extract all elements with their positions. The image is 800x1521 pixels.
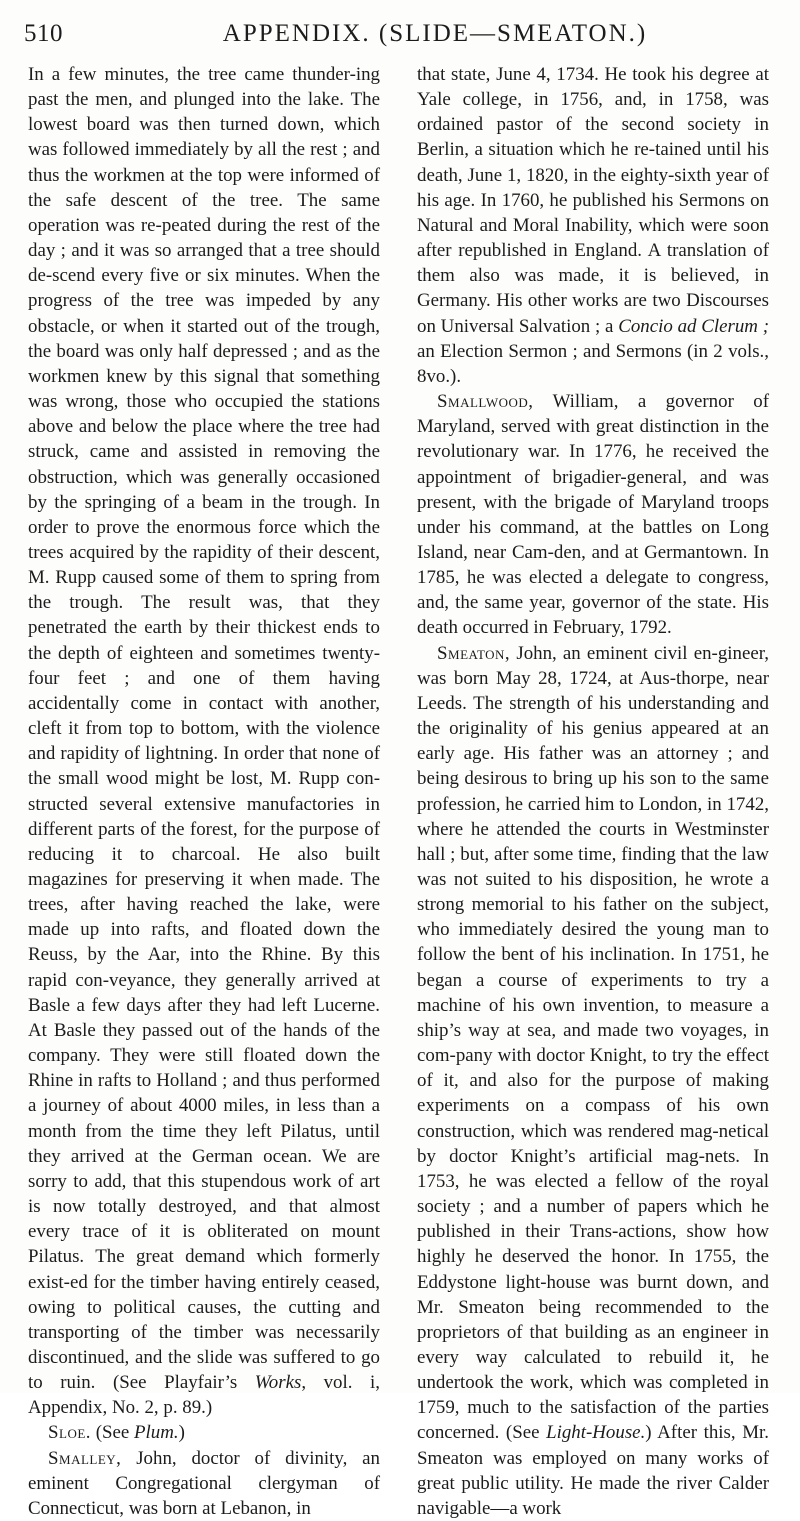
sloe-entry (28, 1420, 380, 1445)
smalley-continued-text: that state, June 4, 1734. He took his degree at Yale college, in 1756, and, in 1758, was ordained pastor of the second society in Berlin, a situation which he re-tained until his death, June 1, 1820, in the eighty-sixth year of his age. In 1760, he published his Sermons on Natural and Moral Inability, which were soon after republished in England. A translation of them also was made, it is believed, in Germany. His other works are two Discourses on Universal Salvation ; a (417, 64, 769, 337)
concio-title: Concio ad Clerum ; (618, 315, 770, 337)
smallwood-entry (417, 389, 769, 641)
running-head: APPENDIX. (SLIDE—SMEATON.) (222, 20, 648, 47)
smalley-works-end: an Election Sermon ; and Sermons (in 2 vols., 8vo.). (417, 340, 769, 387)
smalley-continuation (417, 62, 769, 389)
sloe-see: (See (91, 1422, 135, 1444)
smeaton-headword: Smeaton, (437, 642, 511, 664)
sloe-cross-reference: Plum. (134, 1422, 179, 1444)
page-header (0, 20, 800, 60)
smalley-entry (28, 1446, 380, 1521)
sloe-close: ) (178, 1422, 185, 1444)
smeaton-text-end: ) After this, Mr. Smeaton was employed on many works of great public utility. He made the river Calder navigable—a work (417, 1422, 769, 1519)
sloe-headword: Sloe. (48, 1422, 91, 1444)
smalley-headword: Smalley, (48, 1447, 122, 1469)
slide-text: In a few minutes, the tree came thunder-ing past the men, and plunged into the lake. The lowest board was then turned down, which was followed immediately by all the rest ; and thus the workmen at the top were informed of the safe descent of the tree. The same operation was re-peated during the rest of the day ; and it was so arranged that a tree should de-scend every five or six minutes. When the progress of the tree was impeded by any obstacle, or when it started out of the trough, the board was only half depressed ; and as the workmen knew by this signal that something was wrong, those who occupied the stations above and below the place where the tree had struck, came and assisted in removing the obstruction, which was generally occasioned by the springing of a beam in the trough. In order to prove the enormous force which the trees acquired by the rapidity of their descent, M. Rupp caused some of them to spring from the trough. The result was, that they penetrated the earth by their thickest ends to the depth of eighteen and sometimes twenty-four feet ; and one of them having accidentally come in contact with another, cleft it from top to bottom, with the violence and rapidity of lightning. In order that none of the small wood might be lost, M. Rupp con-structed several extensive manufactories in different parts of the forest, for the purpose of reducing it to charcoal. He also built magazines for preserving it when made. The trees, after having reached the lake, were made up into rafts, and floated down the Reuss, by the Aar, into the Rhine. By this rapid con-veyance, they generally arrived at Basle a few days after they had left Lucerne. At Basle they passed out of the hands of the company. They were still floated down the Rhine in rafts to Holland ; and thus performed a journey of about 4000 miles, in less than a month from the time they left Pilatus, until they arrived at the German ocean. We are sorry to add, that this stupendous work of art is now totally destroyed, and that almost every trace of it is obliterated on mount Pilatus. The great demand which formerly exist-ed for the timber having entirely ceased, owing to political causes, the cutting and transporting of the timber was necessarily discontinued, and the slide was suffered to go to ruin. (See Playfair’s (28, 64, 380, 1394)
smallwood-text: William, a governor of Maryland, served with great distinction in the revolutionary war. In 1776, he received the appointment of brigadier-general, and was present, with the brigade of Maryland troops under his command, at the battles on Long Island, near Cam-den, and at Germantown. In 1785, he was elected a delegate to congress, and, the same year, governor of the state. His death occurred in February, 1792. (417, 391, 769, 639)
smeaton-entry (417, 641, 769, 1521)
light-house-cross-reference: Light-House. (546, 1422, 646, 1444)
slide-citation: , vol. i, Appendix, No. 2, p. 89.) (28, 1372, 380, 1419)
smalley-text: John, doctor of divinity, an eminent Congregational clergyman of Connecticut, was born at Lebanon, in (28, 1447, 380, 1519)
left-column (28, 62, 380, 1521)
slide-paragraph (28, 62, 380, 1420)
works-title: Works (254, 1372, 302, 1394)
right-column (417, 62, 769, 1521)
smallwood-headword: Smallwood, (437, 391, 534, 413)
page-number: 510 (24, 20, 63, 47)
smeaton-text: John, an eminent civil en-gineer, was born May 28, 1724, at Aus-thorpe, near Leeds. The strength of his understanding and the originality of his genius appeared at an early age. His father was an attorney ; and being desirous to bring up his son to the same profession, he carried him to London, in 1742, where he attended the courts in Westminster hall ; but, after some time, finding that the law was not suited to his disposition, he wrote a strong memorial to his father on the subject, who immediately desired the young man to follow the bent of his inclination. In 1751, he began a course of experiments to try a machine of his own invention, to measure a ship’s way at sea, and made two voyages, in com-pany with doctor Knight, to try the effect of it, and also for the purpose of making experiments on a compass of his own construction, which was rendered mag-netical by doctor Knight’s artificial mag-nets. In 1753, he was elected a fellow of the royal society ; and a number of papers which he published in their Trans-actions, show how highly he deserved the honor. In 1755, the Eddystone light-house was burnt down, and Mr. Smeaton being recommended to the proprietors of that building as an engineer in every way calculated to rebuild it, he undertook the work, which was completed in 1759, much to the satisfaction of the parties concerned. (See (417, 642, 769, 1444)
